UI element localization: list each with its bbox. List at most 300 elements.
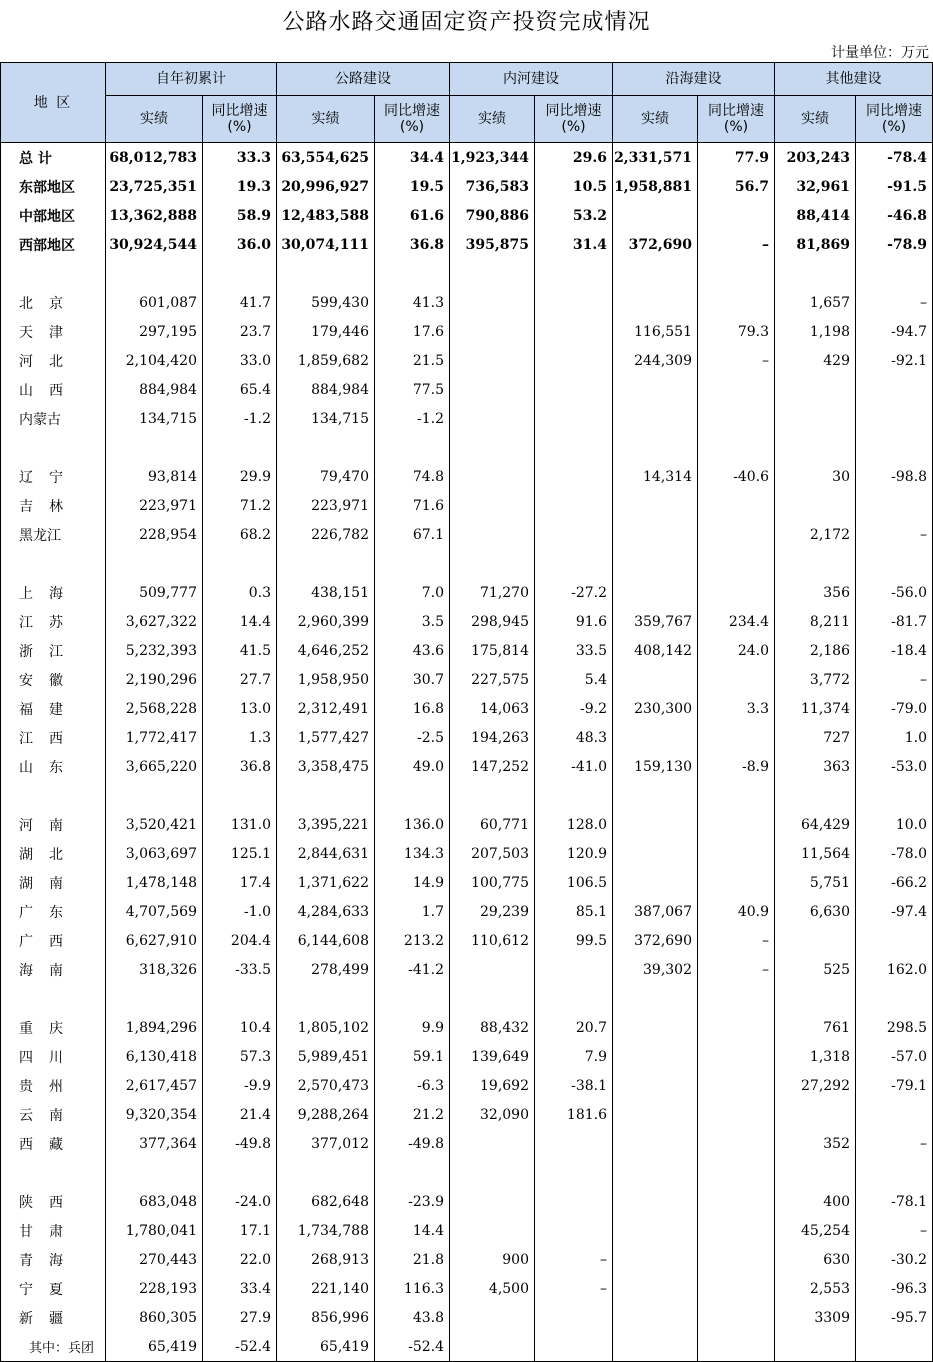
table-cell: 4,500 [450, 1274, 535, 1303]
table-cell [535, 375, 613, 404]
table-cell: 91.6 [535, 607, 613, 636]
empty-cell [277, 1158, 375, 1187]
empty-cell [106, 549, 203, 578]
table-row [1, 1013, 933, 1042]
table-cell: 14.4 [375, 1216, 450, 1245]
table-cell: 74.8 [375, 462, 450, 491]
investment-table [0, 62, 933, 1362]
table-cell: -81.7 [856, 607, 933, 636]
table-cell [698, 839, 775, 868]
table-cell: – [856, 1129, 933, 1158]
table-cell: 359,767 [613, 607, 698, 636]
table-cell: 116.3 [375, 1274, 450, 1303]
table-cell [698, 1129, 775, 1158]
table-cell: 682,648 [277, 1187, 375, 1216]
region-name: 山西 [1, 375, 106, 404]
table-cell: 179,446 [277, 317, 375, 346]
table-cell [450, 1187, 535, 1216]
table-row [1, 1071, 933, 1100]
table-cell [450, 1129, 535, 1158]
table-cell: 30,924,544 [106, 230, 203, 259]
empty-cell [775, 781, 856, 810]
table-cell: -94.7 [856, 317, 933, 346]
table-cell: 395,875 [450, 230, 535, 259]
table-cell: 43.6 [375, 636, 450, 665]
table-cell: 429 [775, 346, 856, 375]
table-cell: 1,198 [775, 317, 856, 346]
table-cell: 3,358,475 [277, 752, 375, 781]
table-cell: 1,734,788 [277, 1216, 375, 1245]
page-title: 公路水路交通固定资产投资完成情况 [282, 10, 651, 35]
empty-cell [856, 1158, 933, 1187]
table-row [1, 636, 933, 665]
empty-cell [613, 433, 698, 462]
table-cell [535, 520, 613, 549]
table-cell: 147,252 [450, 752, 535, 781]
table-cell [698, 1245, 775, 1274]
table-cell: -1.2 [375, 404, 450, 433]
table-cell: 120.9 [535, 839, 613, 868]
table-cell [613, 810, 698, 839]
empty-cell [277, 984, 375, 1013]
table-cell: -78.0 [856, 839, 933, 868]
table-cell: 85.1 [535, 897, 613, 926]
empty-cell [1, 781, 106, 810]
region-name: 河南 [1, 810, 106, 839]
table-cell: 1.0 [856, 723, 933, 752]
empty-cell [375, 1158, 450, 1187]
table-cell [698, 1042, 775, 1071]
region-name: 宁夏 [1, 1274, 106, 1303]
region-name: 天津 [1, 317, 106, 346]
table-cell: 88,414 [775, 201, 856, 230]
table-cell [775, 1332, 856, 1362]
table-cell [856, 1332, 933, 1362]
table-cell: 5.4 [535, 665, 613, 694]
table-cell: 1,318 [775, 1042, 856, 1071]
table-row [1, 288, 933, 317]
empty-cell [613, 781, 698, 810]
table-cell: 2,331,571 [613, 143, 698, 173]
table-cell: 32,090 [450, 1100, 535, 1129]
table-cell: 2,312,491 [277, 694, 375, 723]
table-cell: 21.4 [203, 1100, 277, 1129]
table-cell: 175,814 [450, 636, 535, 665]
empty-cell [856, 433, 933, 462]
table-cell: 71.6 [375, 491, 450, 520]
table-cell [535, 1129, 613, 1158]
region-name: 陕西 [1, 1187, 106, 1216]
table-row [1, 839, 933, 868]
table-cell: 270,443 [106, 1245, 203, 1274]
table-cell [698, 723, 775, 752]
table-cell: -52.4 [203, 1332, 277, 1362]
empty-cell [698, 259, 775, 288]
empty-cell [1, 1158, 106, 1187]
table-cell: -98.8 [856, 462, 933, 491]
table-cell: 790,886 [450, 201, 535, 230]
region-name: 湖南 [1, 868, 106, 897]
empty-cell [698, 549, 775, 578]
table-cell: – [856, 1216, 933, 1245]
table-cell: 32,961 [775, 172, 856, 201]
empty-cell [1, 984, 106, 1013]
empty-cell [203, 549, 277, 578]
table-cell [613, 404, 698, 433]
region-name: 海南 [1, 955, 106, 984]
table-cell: 2,960,399 [277, 607, 375, 636]
table-cell: 3.3 [698, 694, 775, 723]
table-cell: 41.5 [203, 636, 277, 665]
table-cell: 79.3 [698, 317, 775, 346]
table-cell: 162.0 [856, 955, 933, 984]
table-cell: 27.9 [203, 1303, 277, 1332]
table-cell: 77.9 [698, 143, 775, 173]
table-row [1, 810, 933, 839]
table-row [1, 143, 933, 173]
table-cell: -78.4 [856, 143, 933, 173]
table-cell: 1,478,148 [106, 868, 203, 897]
table-cell: 181.6 [535, 1100, 613, 1129]
table-cell: 77.5 [375, 375, 450, 404]
table-cell: 3,665,220 [106, 752, 203, 781]
table-cell: 9.9 [375, 1013, 450, 1042]
table-cell: 727 [775, 723, 856, 752]
table-cell [613, 1303, 698, 1332]
table-cell: 884,984 [106, 375, 203, 404]
table-row [1, 520, 933, 549]
table-cell [698, 868, 775, 897]
table-cell: 10.4 [203, 1013, 277, 1042]
table-cell: 207,503 [450, 839, 535, 868]
table-cell [613, 1013, 698, 1042]
empty-cell [856, 984, 933, 1013]
table-cell: 21.5 [375, 346, 450, 375]
table-cell: 33.4 [203, 1274, 277, 1303]
table-cell: 79,470 [277, 462, 375, 491]
empty-cell [203, 984, 277, 1013]
table-cell: 2,186 [775, 636, 856, 665]
table-cell [535, 1187, 613, 1216]
header-actual: 实绩 [450, 96, 535, 143]
empty-cell [535, 259, 613, 288]
table-cell [613, 578, 698, 607]
table-cell: 19.3 [203, 172, 277, 201]
region-name: 云南 [1, 1100, 106, 1129]
table-cell: 363 [775, 752, 856, 781]
table-cell: 17.1 [203, 1216, 277, 1245]
empty-cell [375, 984, 450, 1013]
table-cell: 223,971 [106, 491, 203, 520]
table-cell: – [698, 955, 775, 984]
table-cell: 19.5 [375, 172, 450, 201]
table-cell: – [698, 230, 775, 259]
table-cell: 93,814 [106, 462, 203, 491]
table-cell [450, 1216, 535, 1245]
table-cell: 64,429 [775, 810, 856, 839]
table-row [1, 1274, 933, 1303]
table-cell [856, 1100, 933, 1129]
empty-cell [856, 549, 933, 578]
table-cell [698, 404, 775, 433]
table-cell: 525 [775, 955, 856, 984]
table-cell: 244,309 [613, 346, 698, 375]
empty-cell [203, 259, 277, 288]
table-cell: 17.6 [375, 317, 450, 346]
table-cell: 1,577,427 [277, 723, 375, 752]
table-cell: 1,772,417 [106, 723, 203, 752]
table-cell: 31.4 [535, 230, 613, 259]
table-cell: 5,232,393 [106, 636, 203, 665]
table-cell [450, 462, 535, 491]
spacer-row [1, 259, 933, 288]
header-group-coastal: 沿海建设 [613, 63, 775, 96]
table-cell: – [698, 926, 775, 955]
table-cell [698, 810, 775, 839]
table-cell: 400 [775, 1187, 856, 1216]
table-row [1, 1332, 933, 1362]
empty-cell [856, 781, 933, 810]
table-cell: 377,364 [106, 1129, 203, 1158]
region-name: 内蒙古 [1, 404, 106, 433]
empty-cell [375, 549, 450, 578]
table-row [1, 1100, 933, 1129]
table-cell [535, 288, 613, 317]
table-cell: -66.2 [856, 868, 933, 897]
table-cell: -41.0 [535, 752, 613, 781]
region-name: 甘肃 [1, 1216, 106, 1245]
table-row [1, 607, 933, 636]
table-cell: 268,913 [277, 1245, 375, 1274]
region-name: 安徽 [1, 665, 106, 694]
table-cell: 23.7 [203, 317, 277, 346]
table-cell: 100,775 [450, 868, 535, 897]
region-name: 重庆 [1, 1013, 106, 1042]
table-cell: 99.5 [535, 926, 613, 955]
table-cell [450, 317, 535, 346]
empty-cell [450, 781, 535, 810]
table-cell: 2,190,296 [106, 665, 203, 694]
table-cell: 4,284,633 [277, 897, 375, 926]
spacer-row [1, 984, 933, 1013]
table-cell [450, 955, 535, 984]
region-name: 上海 [1, 578, 106, 607]
table-cell: 128.0 [535, 810, 613, 839]
table-cell: 2,553 [775, 1274, 856, 1303]
table-cell: 2,568,228 [106, 694, 203, 723]
spacer-row [1, 1158, 933, 1187]
table-cell: 0.3 [203, 578, 277, 607]
region-name: 北京 [1, 288, 106, 317]
table-cell [535, 955, 613, 984]
table-row [1, 955, 933, 984]
table-cell [613, 1129, 698, 1158]
table-cell: 761 [775, 1013, 856, 1042]
table-cell: 61.6 [375, 201, 450, 230]
table-cell: 43.8 [375, 1303, 450, 1332]
table-cell [450, 520, 535, 549]
table-cell: 30.7 [375, 665, 450, 694]
table-cell: -95.7 [856, 1303, 933, 1332]
table-cell: 106.5 [535, 868, 613, 897]
table-cell: 203,243 [775, 143, 856, 173]
table-cell [856, 491, 933, 520]
table-cell: 1,805,102 [277, 1013, 375, 1042]
table-cell: 2,844,631 [277, 839, 375, 868]
unit-label: 计量单位：万元 [831, 45, 929, 61]
table-cell: – [856, 288, 933, 317]
table-cell: -9.9 [203, 1071, 277, 1100]
table-cell: -2.5 [375, 723, 450, 752]
empty-cell [698, 1158, 775, 1187]
header-yoy: 同比增速(%) [698, 96, 775, 143]
table-cell: 221,140 [277, 1274, 375, 1303]
region-name: 江苏 [1, 607, 106, 636]
table-cell [535, 462, 613, 491]
header-group-inland: 内河建设 [450, 63, 613, 96]
table-cell: 45,254 [775, 1216, 856, 1245]
table-cell: 297,195 [106, 317, 203, 346]
table-cell [775, 1100, 856, 1129]
table-cell [535, 1332, 613, 1362]
empty-cell [775, 433, 856, 462]
region-name: 河北 [1, 346, 106, 375]
table-cell: 230,300 [613, 694, 698, 723]
header-actual: 实绩 [775, 96, 856, 143]
table-cell: 1,780,041 [106, 1216, 203, 1245]
table-row [1, 578, 933, 607]
table-cell: 57.3 [203, 1042, 277, 1071]
table-row [1, 1216, 933, 1245]
table-cell: 134,715 [277, 404, 375, 433]
empty-cell [106, 259, 203, 288]
table-cell: -46.8 [856, 201, 933, 230]
table-cell [450, 1303, 535, 1332]
table-cell: 601,087 [106, 288, 203, 317]
table-cell: 8,211 [775, 607, 856, 636]
table-cell: -27.2 [535, 578, 613, 607]
table-cell [450, 346, 535, 375]
table-cell [613, 1042, 698, 1071]
region-name: 东部地区 [1, 172, 106, 201]
table-cell: 16.8 [375, 694, 450, 723]
empty-cell [1, 433, 106, 462]
table-row [1, 375, 933, 404]
table-cell [698, 520, 775, 549]
table-cell [450, 491, 535, 520]
spacer-row [1, 781, 933, 810]
empty-cell [535, 433, 613, 462]
table-cell: 10.0 [856, 810, 933, 839]
spacer-row [1, 433, 933, 462]
empty-cell [775, 259, 856, 288]
table-row [1, 201, 933, 230]
table-cell: 136.0 [375, 810, 450, 839]
table-cell: -97.4 [856, 897, 933, 926]
table-cell: -49.8 [203, 1129, 277, 1158]
region-name: 贵州 [1, 1071, 106, 1100]
table-cell: 298,945 [450, 607, 535, 636]
empty-cell [856, 259, 933, 288]
table-cell: 58.9 [203, 201, 277, 230]
table-cell [698, 491, 775, 520]
table-cell [698, 665, 775, 694]
region-name: 总 计 [1, 143, 106, 173]
table-row [1, 694, 933, 723]
empty-cell [775, 984, 856, 1013]
table-row [1, 665, 933, 694]
table-cell: 29.9 [203, 462, 277, 491]
table-cell: 1,859,682 [277, 346, 375, 375]
table-cell: 29.6 [535, 143, 613, 173]
table-cell: 1,657 [775, 288, 856, 317]
table-cell [856, 404, 933, 433]
table-cell: 6,630 [775, 897, 856, 926]
region-name: 青海 [1, 1245, 106, 1274]
header-actual: 实绩 [613, 96, 698, 143]
table-cell: -18.4 [856, 636, 933, 665]
table-cell: 67.1 [375, 520, 450, 549]
table-cell [613, 665, 698, 694]
table-cell: -91.5 [856, 172, 933, 201]
table-cell: 204.4 [203, 926, 277, 955]
header-region: 地 区 [1, 63, 106, 143]
table-cell: 71.2 [203, 491, 277, 520]
table-cell: -23.9 [375, 1187, 450, 1216]
empty-cell [775, 549, 856, 578]
empty-cell [698, 433, 775, 462]
table-cell: 3,772 [775, 665, 856, 694]
table-cell: -92.1 [856, 346, 933, 375]
table-cell: 1.3 [203, 723, 277, 752]
table-cell: -33.5 [203, 955, 277, 984]
empty-cell [698, 984, 775, 1013]
table-cell: 21.2 [375, 1100, 450, 1129]
table-cell [698, 578, 775, 607]
empty-cell [375, 433, 450, 462]
empty-cell [775, 1158, 856, 1187]
table-cell: 1,958,881 [613, 172, 698, 201]
table-cell [613, 1100, 698, 1129]
table-cell [613, 491, 698, 520]
region-name: 新疆 [1, 1303, 106, 1332]
table-cell: 213.2 [375, 926, 450, 955]
empty-cell [277, 433, 375, 462]
table-cell: 7.9 [535, 1042, 613, 1071]
table-cell: -78.1 [856, 1187, 933, 1216]
empty-cell [535, 549, 613, 578]
table-row [1, 1187, 933, 1216]
table-cell: 5,751 [775, 868, 856, 897]
table-cell: 22.0 [203, 1245, 277, 1274]
empty-cell [613, 984, 698, 1013]
region-name: 吉林 [1, 491, 106, 520]
table-row [1, 1245, 933, 1274]
table-row [1, 1129, 933, 1158]
table-cell: 228,954 [106, 520, 203, 549]
table-cell [535, 491, 613, 520]
table-cell: 438,151 [277, 578, 375, 607]
table-cell [698, 1071, 775, 1100]
empty-cell [375, 781, 450, 810]
empty-cell [277, 781, 375, 810]
table-cell [775, 926, 856, 955]
table-cell: 29,239 [450, 897, 535, 926]
table-cell: 7.0 [375, 578, 450, 607]
table-cell: 88,432 [450, 1013, 535, 1042]
header-group-highway: 公路建设 [277, 63, 450, 96]
table-row [1, 172, 933, 201]
